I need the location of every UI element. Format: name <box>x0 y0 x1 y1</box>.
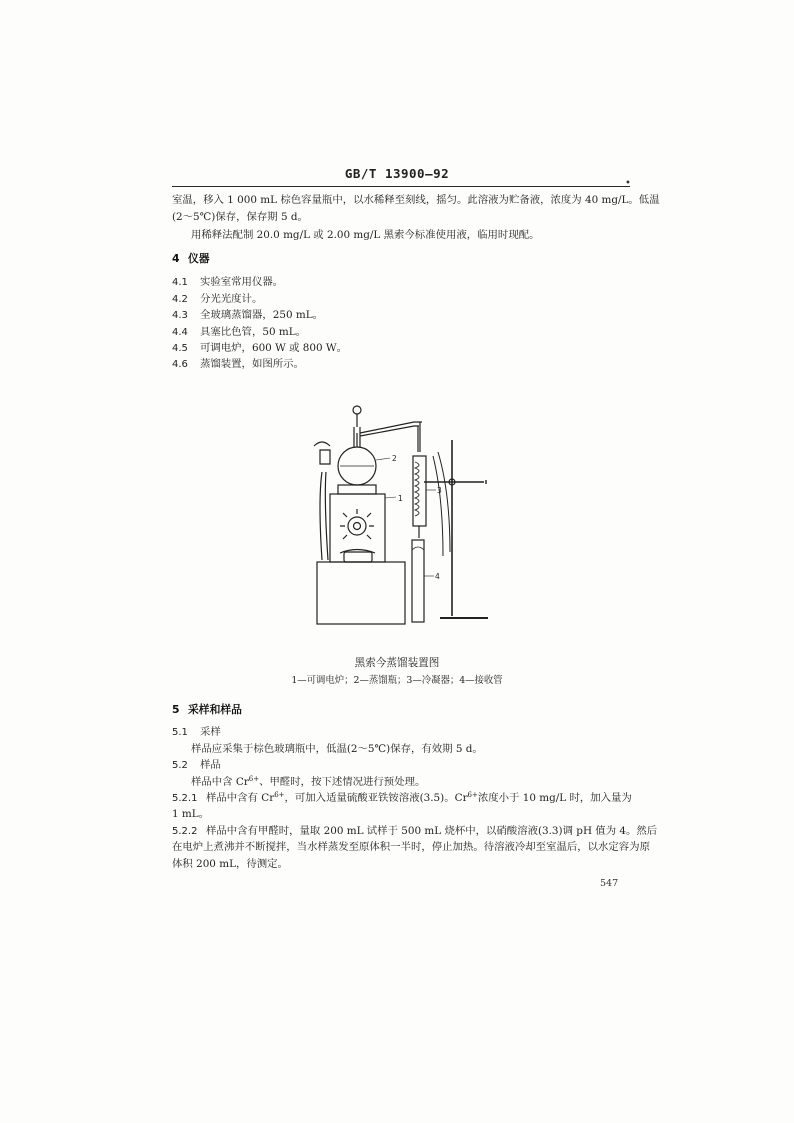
subsection-5-2-heading <box>172 757 221 774</box>
item-text: 可调电炉，600 W 或 800 W。 <box>200 342 347 354</box>
item-text: 分光光度计。 <box>200 293 263 305</box>
item-text: 蒸馏装置，如图所示。 <box>200 358 304 370</box>
figure-label-1: 1 <box>398 494 403 503</box>
subsection-5-1-body: 样品应采集于棕色玻璃瓶中，低温(2～5℃)保存，有效期 5 d。 <box>191 743 483 755</box>
tubing-bend <box>314 442 330 446</box>
condenser-coil <box>415 462 419 516</box>
subsection-5-2-2-line-2: 在电炉上煮沸并不断搅拌，当水样蒸发至原体积一半时，停止加热。待溶液冷却至室温后，以水定容为原 <box>172 841 650 853</box>
section-title: 采样和样品 <box>188 703 242 716</box>
text-run: 、甲醛时，按下述情况进行预处理。 <box>259 776 426 788</box>
text-run: 浓度小于 10 mg/L 时，加入量为 <box>477 792 632 804</box>
subsection-5-1-heading <box>172 724 221 741</box>
text-run: 样品中含有甲醛时，量取 200 mL 试样于 500 mL 烧杯中，以硝酸溶液(3.3)调 pH 值为 4。然后 <box>206 825 658 837</box>
subsection-5-2-1 <box>172 790 632 807</box>
leader-line-2 <box>376 458 390 460</box>
section-number: 5 <box>172 703 180 716</box>
subsection-number: 5.2 <box>172 760 188 771</box>
figure-label-3: 3 <box>437 486 442 495</box>
subsection-5-2-2 <box>172 823 657 840</box>
subsection-number: 5.2.2 <box>172 826 198 837</box>
item-text: 全玻璃蒸馏器，250 mL。 <box>200 309 324 321</box>
item-4-3 <box>172 307 323 324</box>
item-number: 4.3 <box>172 310 188 321</box>
item-4-1 <box>172 274 283 291</box>
water-tubing-right <box>433 452 450 556</box>
receiving-tube <box>412 540 424 622</box>
distillation-apparatus-figure <box>300 400 500 636</box>
item-4-2 <box>172 291 262 308</box>
furnace-dial-center <box>354 523 361 530</box>
item-number: 4.6 <box>172 359 188 370</box>
item-4-4 <box>172 324 306 341</box>
section-4-heading <box>172 251 210 266</box>
header-rule <box>172 186 630 187</box>
standard-header: GB/T 13900—92 <box>344 166 450 181</box>
figure-caption: 黑索今蒸馏装置图 <box>354 657 440 669</box>
heating-mantle <box>338 485 376 494</box>
subsection-title: 采样 <box>200 726 221 738</box>
subsection-5-2-1-line-2: 1 mL。 <box>172 808 210 820</box>
item-4-6 <box>172 356 304 373</box>
continuation-line-1: 室温，移入 1 000 mL 棕色容量瓶中，以水稀释至刻线，摇匀。此溶液为贮备液，浓度为 40 mg/L。低温 <box>172 194 660 206</box>
water-tubing-left <box>320 472 328 560</box>
text-run: 样品中含 Cr <box>191 776 249 788</box>
section-number: 4 <box>172 252 180 265</box>
leader-line-1 <box>385 497 396 498</box>
superscript: 6+ <box>467 791 478 799</box>
item-number: 4.5 <box>172 343 188 354</box>
section-title: 仪器 <box>188 252 210 265</box>
superscript: 6+ <box>274 791 285 799</box>
condenser <box>413 456 426 526</box>
item-number: 4.2 <box>172 294 188 305</box>
figure-legend: 1—可调电炉；2—蒸馏瓶；3—冷凝器；4—接收管 <box>291 675 503 686</box>
figure-label-4: 4 <box>435 572 440 581</box>
tube-stopper <box>412 547 424 550</box>
header-mark: • <box>625 178 631 189</box>
section-5-heading <box>172 702 242 717</box>
page-number: 547 <box>600 878 619 889</box>
tubing-clamp <box>320 450 330 464</box>
base-block <box>317 562 405 624</box>
item-number: 4.4 <box>172 327 188 338</box>
item-4-5 <box>172 340 347 357</box>
side-arm <box>360 422 422 436</box>
item-text: 具塞比色管，50 mL。 <box>200 326 307 338</box>
item-number: 4.1 <box>172 277 188 288</box>
figure-label-2: 2 <box>392 454 397 463</box>
furnace-dial <box>348 517 366 535</box>
subsection-number: 5.2.1 <box>172 793 198 804</box>
continuation-line-3: 用稀释法配制 20.0 mg/L 或 2.00 mg/L 黑索今标准使用液，临用时现配。 <box>191 229 540 241</box>
text-run: 样品中含有 Cr <box>206 792 275 804</box>
subsection-5-2-2-line-3: 体积 200 mL，待测定。 <box>172 858 288 870</box>
stopper <box>353 406 361 414</box>
continuation-line-2: (2～5℃)保存，保存期 5 d。 <box>172 211 308 223</box>
beaker-on-block <box>344 552 372 562</box>
subsection-title: 样品 <box>200 759 221 771</box>
item-text: 实验室常用仪器。 <box>200 276 284 288</box>
superscript: 6+ <box>248 775 260 783</box>
subsection-5-2-body <box>191 774 425 790</box>
subsection-number: 5.1 <box>172 727 188 738</box>
text-run: ，可加入适量硫酸亚铁铵溶液(3.5)。Cr <box>284 792 468 804</box>
flask-neck <box>354 427 360 447</box>
